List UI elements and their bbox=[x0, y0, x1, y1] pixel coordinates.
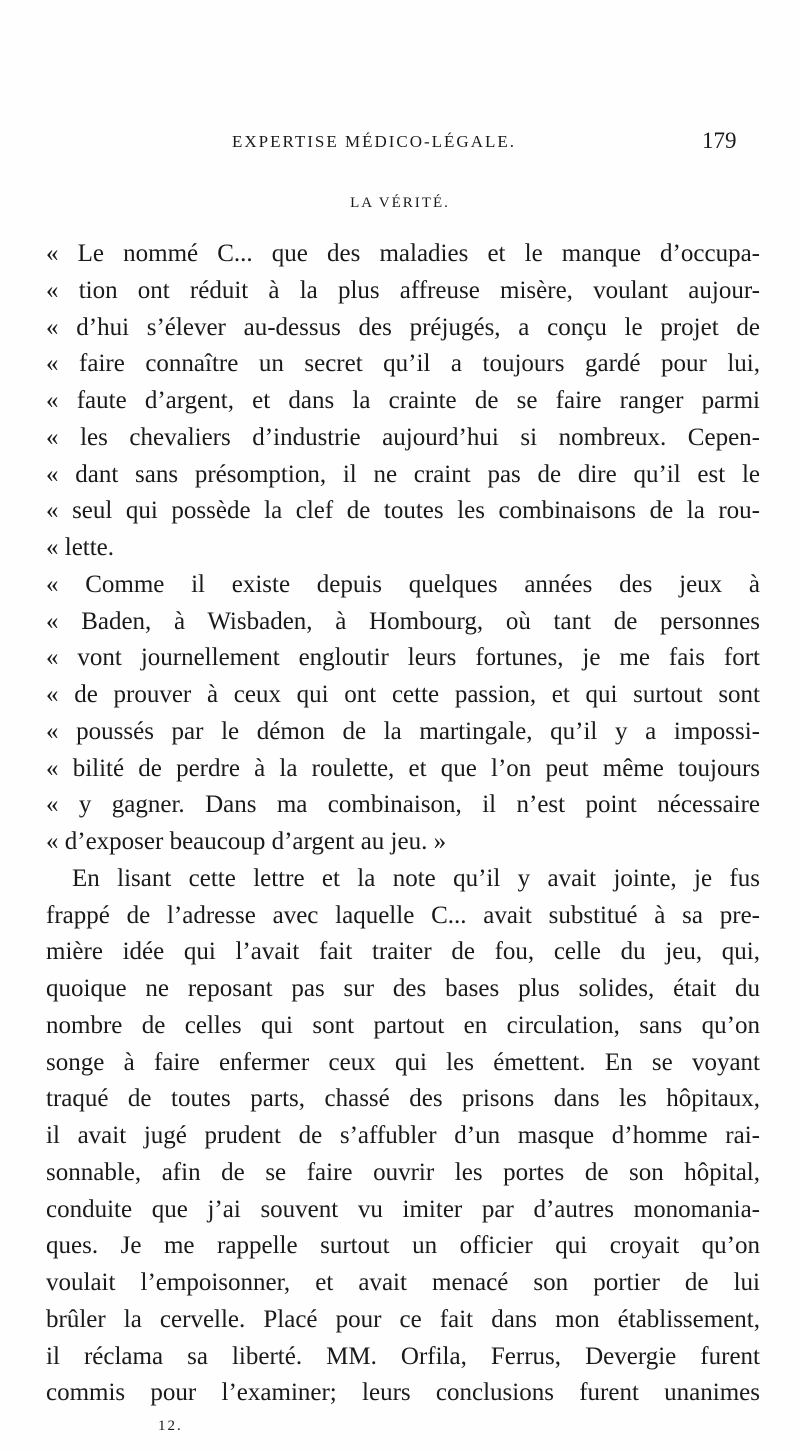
text-line: « d’hui s’élever au-dessus des préjugés, a conçu le projet de bbox=[46, 313, 760, 341]
text-line: « vont journellement engloutir leurs fortunes, je me fais fort bbox=[46, 644, 760, 672]
text-line: « tion ont réduit à la plus affreuse misère, voulant aujour- bbox=[46, 276, 760, 304]
text-line: songe à faire enfermer ceux qui les émettent. En se voyant bbox=[46, 1048, 760, 1076]
text-line: nombre de celles qui sont partout en circulation, sans qu’on bbox=[46, 1011, 760, 1039]
text-line: ques. Je me rappelle surtout un officier qui croyait qu’on bbox=[46, 1232, 760, 1260]
body-text bbox=[46, 236, 760, 1412]
text-line: « d’exposer beaucoup d’argent au jeu. » bbox=[46, 828, 447, 855]
signature-mark: 12. bbox=[158, 1418, 183, 1434]
page-number: 179 bbox=[702, 128, 737, 153]
text-line: « les chevaliers d’industrie aujourd’hui si nombreux. Cepen- bbox=[46, 423, 760, 451]
text-line: traqué de toutes parts, chassé des prisons dans les hôpitaux, bbox=[46, 1085, 760, 1113]
text-line: brûler la cervelle. Placé pour ce fait dans mon établissement, bbox=[46, 1305, 760, 1333]
text-line: « Le nommé C... que des maladies et le manque d’occupa- bbox=[46, 240, 760, 267]
text-line: voulait l’empoisonner, et avait menacé son portier de lui bbox=[46, 1269, 760, 1296]
section-heading: LA VÉRITÉ. bbox=[350, 195, 450, 211]
running-title: EXPERTISE MÉDICO-LÉGALE. bbox=[232, 132, 517, 151]
text-line: « lette. bbox=[46, 534, 115, 561]
text-line: « y gagner. Dans ma combinaison, il n’est point nécessaire bbox=[46, 791, 760, 819]
page-header bbox=[0, 128, 800, 162]
text-line: il réclama sa liberté. MM. Orfila, Ferrus, Devergie furent bbox=[46, 1342, 760, 1370]
text-line: « faute d’argent, et dans la crainte de se faire ranger parmi bbox=[46, 387, 760, 414]
text-line: mière idée qui l’avait fait traiter de fou, celle du jeu, qui, bbox=[46, 938, 760, 966]
text-line: quoique ne reposant pas sur des bases plus solides, était du bbox=[46, 975, 760, 1002]
text-line: « poussés par le démon de la martingale, qu’il y a impossi- bbox=[46, 717, 760, 745]
text-line: « Comme il existe depuis quelques années des jeux à bbox=[46, 570, 760, 598]
text-line: sonnable, afin de se faire ouvrir les portes de son hôpital, bbox=[46, 1158, 760, 1186]
text-line: conduite que j’ai souvent vu imiter par d’autres monomania- bbox=[46, 1195, 760, 1223]
text-line: « dant sans présomption, il ne craint pas de dire qu’il est le bbox=[46, 460, 760, 488]
text-line: « faire connaître un secret qu’il a toujours gardé pour lui, bbox=[46, 350, 760, 378]
text-line: « bilité de perdre à la roulette, et que l’on peut même toujours bbox=[46, 754, 760, 782]
text-line: commis pour l’examiner; leurs conclusions furent unanimes bbox=[46, 1379, 760, 1407]
text-line: frappé de l’adresse avec laquelle C... avait substitué à sa pre- bbox=[46, 901, 760, 929]
text-line: En lisant cette lettre et la note qu’il y avait jointe, je fus bbox=[72, 864, 760, 892]
text-line: « de prouver à ceux qui ont cette passion, et qui surtout sont bbox=[46, 681, 760, 708]
text-line: « seul qui possède la clef de toutes les combinaisons de la rou- bbox=[46, 497, 760, 525]
text-line: il avait jugé prudent de s’affubler d’un masque d’homme rai- bbox=[46, 1122, 760, 1149]
text-line: « Baden, à Wisbaden, à Hombourg, où tant de personnes bbox=[46, 607, 760, 635]
